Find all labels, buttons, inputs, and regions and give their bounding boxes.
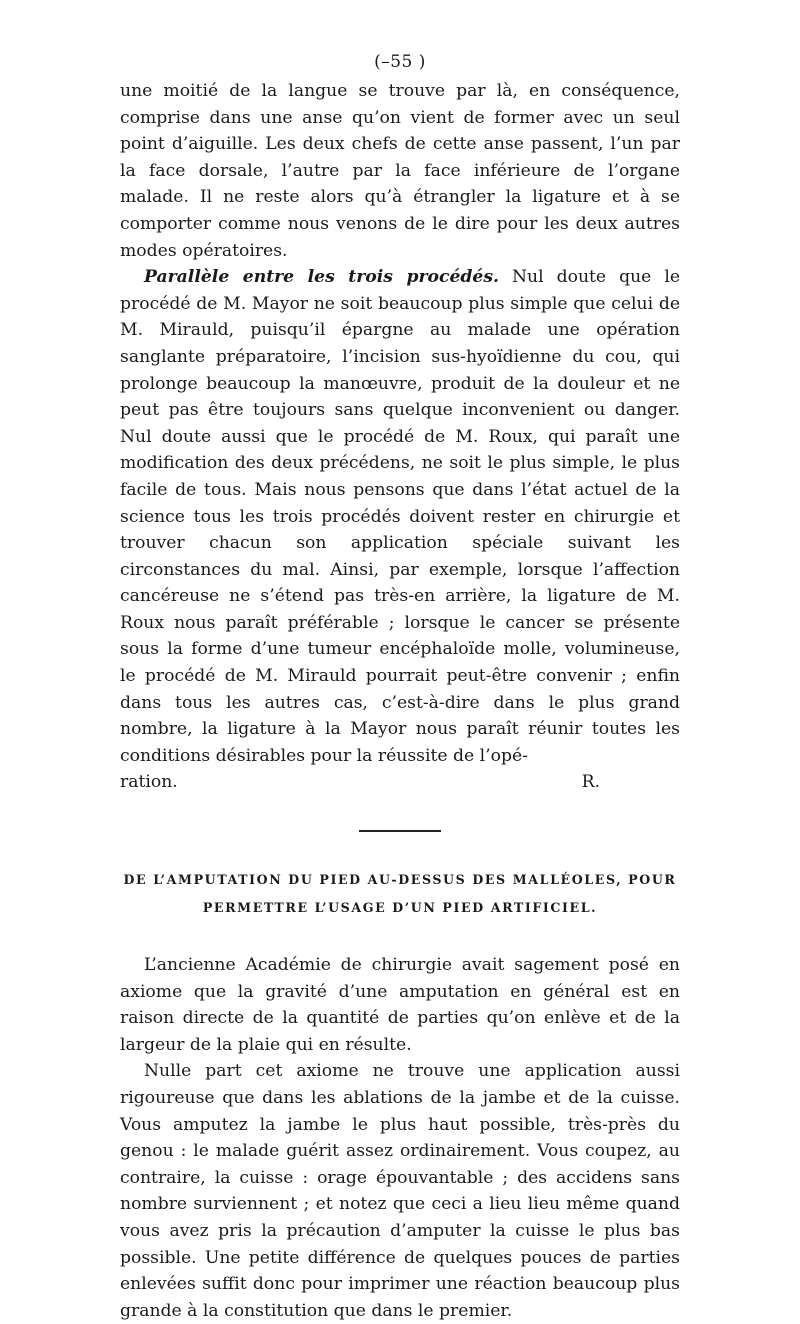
page-number: (–55 ) [374, 52, 426, 72]
paragraph-parallele [120, 264, 680, 769]
section-title-line2: PERMETTRE L’USAGE D’UN PIED ARTIFICIEL. [202, 900, 598, 916]
document-page [120, 52, 680, 1324]
section-title [120, 866, 680, 922]
parallele-last-word: ration. [120, 772, 178, 793]
paragraph-academie: L’ancienne Académie de chirurgie avait sagement posé en axiome que la gravité d’une amputation en général est en raison directe de la quantité de parties qu’on enlève et de la largeur de la plaie qui en résulte. [120, 955, 680, 1055]
parallele-text: Nul doute que le procédé de M. Mayor ne soit beaucoup plus simple que celui de M. Mirauld, puisqu’il épargne au malade une opération sanglante préparatoire, l’incision sus-hyoïdienne du cou, qui prolonge beaucoup la manœuvre, produit de la douleur et ne peut pas être toujours sans quelque inconvenient ou danger. Nul doute aussi que le procédé de M. Roux, qui paraît une modification des deux précédens, ne soit le plus simple, le plus facile de tous. Mais nous pensons que dans l’état actuel de la science tous les trois procédés doivent rester en chirurgie et trouver chacun son application spéciale suivant les circonstances du mal. Ainsi, par exemple, lorsque l’affection cancéreuse ne s’étend pas très-en arrière, la ligature de M. Roux nous paraît préférable ; lorsque le cancer se présente sous la forme d’une tumeur encéphaloïde molle, volumineuse, le procédé de M. Mirauld pourrait peut-être convenir ; enfin dans tous les autres cas, c’est-à-dire dans le plus grand nombre, la ligature à la Mayor nous paraît réunir toutes les conditions désirables pour la réussite de l’opé- [120, 267, 680, 766]
paragraph-ending-line [120, 769, 680, 796]
paragraph-ligature-continuation: une moitié de la langue se trouve par là, en conséquence, comprise dans une anse qu’on vient de former avec un seul point d’aiguille. Les deux chefs de cette anse passent, l’un par la face dorsale, l’autre par la face inférieure de l’organe malade. Il ne reste alors qu’à étrangler la ligature et à se comporter comme nous venons de le dire pour les deux autres modes opératoires. [120, 81, 680, 261]
parallele-heading: Parallèle entre les trois procédés. [144, 267, 500, 288]
author-signature: R. [581, 772, 600, 793]
section-title-line1: DE L’AMPUTATION DU PIED AU-DESSUS DES MALLÉOLES, POUR [123, 872, 677, 888]
paragraph-axiome: Nulle part cet axiome ne trouve une application aussi rigoureuse que dans les ablations de la jambe et de la cuisse. Vous amputez la jambe le plus haut possible, très-près du genou : le malade guérit assez ordinairement. Vous coupez, au contraire, la cuisse : orage épouvantable ; des accidens sans nombre surviennent ; et notez que ceci a lieu lieu même quand vous avez pris la précaution d’amputer la cuisse le plus bas possible. Une petite différence de quelques pouces de parties enlevées suffit donc pour imprimer une réaction beaucoup plus grande à la constitution que dans le premier. [120, 1061, 680, 1321]
section-divider [359, 830, 441, 832]
